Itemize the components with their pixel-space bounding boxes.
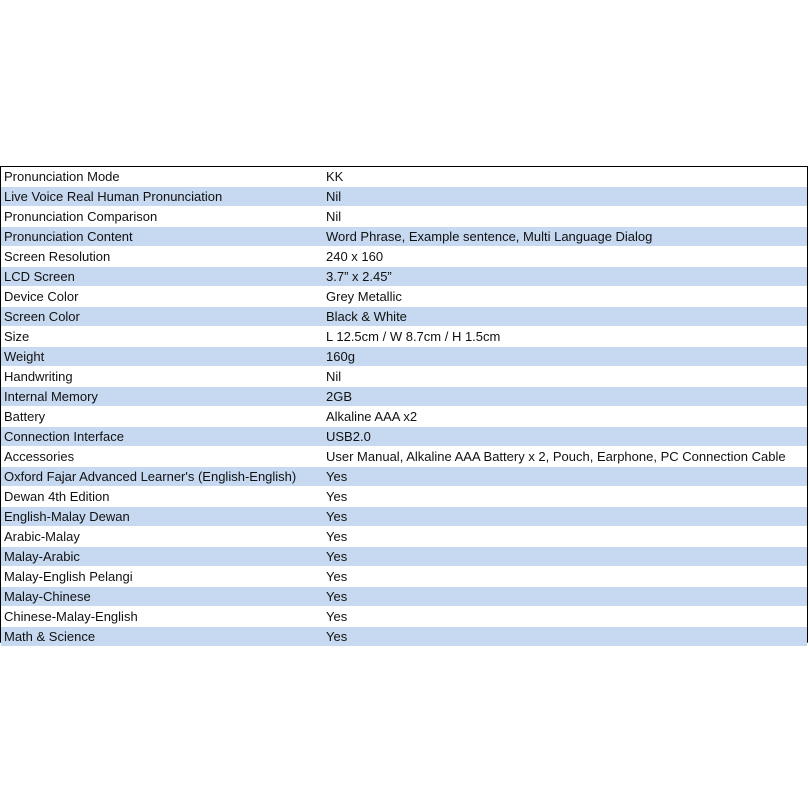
table-row <box>1 267 807 287</box>
table-row <box>1 167 807 187</box>
table-row <box>1 607 807 627</box>
spec-value: 2GB <box>326 389 353 404</box>
spec-label: Oxford Fajar Advanced Learner's (English-English) <box>4 469 297 484</box>
spec-value: USB2.0 <box>326 429 371 444</box>
spec-value: Word Phrase, Example sentence, Multi Language Dialog <box>326 229 653 244</box>
table-row <box>1 507 807 527</box>
table-row <box>1 567 807 587</box>
spec-value: Yes <box>326 549 348 564</box>
table-row <box>1 367 807 387</box>
spec-label: Math & Science <box>4 629 96 644</box>
spec-value: Yes <box>326 469 348 484</box>
spec-label: Screen Color <box>4 309 80 324</box>
table-row <box>1 467 807 487</box>
table-row <box>1 247 807 267</box>
table-row <box>1 187 807 207</box>
table-row <box>1 307 807 327</box>
table-row <box>1 227 807 247</box>
spec-label: Pronunciation Mode <box>4 169 120 184</box>
spec-label: LCD Screen <box>4 269 75 284</box>
spec-value: Grey Metallic <box>326 289 402 304</box>
table-row <box>1 347 807 367</box>
spec-label: Internal Memory <box>4 389 98 404</box>
spec-label: Malay-English Pelangi <box>4 569 133 584</box>
spec-value: Black & White <box>326 309 407 324</box>
spec-label: Screen Resolution <box>4 249 111 264</box>
spec-label: Accessories <box>4 449 75 464</box>
spec-label: Pronunciation Content <box>4 229 133 244</box>
spec-label: Handwriting <box>4 369 73 384</box>
spec-table <box>0 166 808 643</box>
spec-label: Live Voice Real Human Pronunciation <box>4 189 223 204</box>
table-row <box>1 487 807 507</box>
table-row <box>1 287 807 307</box>
table-row <box>1 547 807 567</box>
spec-value: User Manual, Alkaline AAA Battery x 2, Pouch, Earphone, PC Connection Cable <box>326 449 786 464</box>
spec-value: 3.7” x 2.45” <box>326 269 392 284</box>
spec-label: Battery <box>4 409 46 424</box>
spec-label: Size <box>4 329 30 344</box>
spec-value: Yes <box>326 589 348 604</box>
spec-value: Yes <box>326 629 348 644</box>
spec-value: L 12.5cm / W 8.7cm / H 1.5cm <box>326 329 501 344</box>
table-row <box>1 327 807 347</box>
spec-label: English-Malay Dewan <box>4 509 130 524</box>
spec-value: Yes <box>326 609 348 624</box>
spec-label: Connection Interface <box>4 429 124 444</box>
spec-value: Nil <box>326 369 342 384</box>
spec-value: Alkaline AAA x2 <box>326 409 418 424</box>
table-row <box>1 627 807 647</box>
table-row <box>1 207 807 227</box>
spec-value: Yes <box>326 569 348 584</box>
spec-value: Nil <box>326 189 342 204</box>
table-row <box>1 447 807 467</box>
spec-value: 160g <box>326 349 355 364</box>
table-row <box>1 427 807 447</box>
spec-value: 240 x 160 <box>326 249 384 264</box>
spec-label: Chinese-Malay-English <box>4 609 138 624</box>
spec-value: Yes <box>326 489 348 504</box>
spec-label: Device Color <box>4 289 79 304</box>
spec-label: Malay-Chinese <box>4 589 91 604</box>
spec-value: Yes <box>326 529 348 544</box>
table-row <box>1 407 807 427</box>
spec-value: Yes <box>326 509 348 524</box>
spec-value: KK <box>326 169 344 184</box>
spec-label: Dewan 4th Edition <box>4 489 110 504</box>
table-row <box>1 387 807 407</box>
spec-label: Malay-Arabic <box>4 549 80 564</box>
spec-label: Weight <box>4 349 45 364</box>
spec-label: Pronunciation Comparison <box>4 209 158 224</box>
table-row <box>1 587 807 607</box>
spec-value: Nil <box>326 209 342 224</box>
table-row <box>1 527 807 547</box>
spec-label: Arabic-Malay <box>4 529 80 544</box>
